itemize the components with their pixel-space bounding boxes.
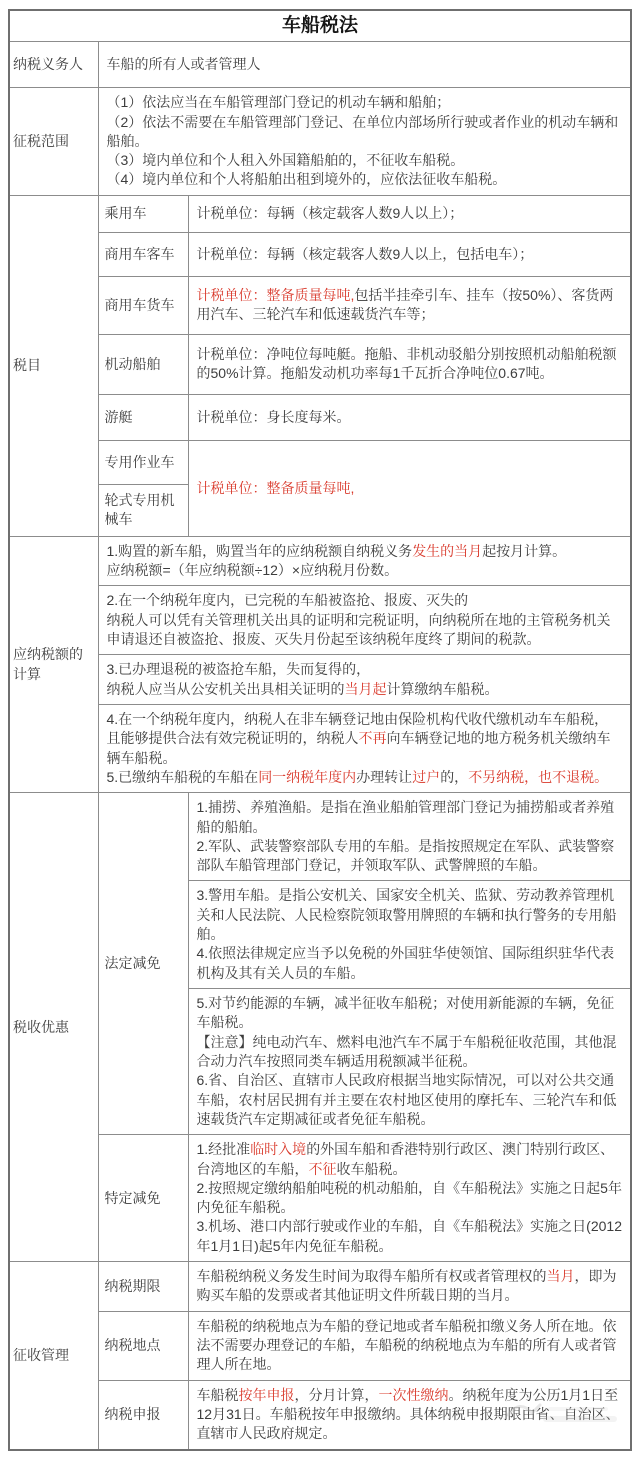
- paragraph: 纳税人可以凭有关管理机关出具的证明和完税证明，向纳税所在地的主管税务机关申请退还自被盗抢、报废、灭失月份起至该纳税年度终了期间的税款。: [106, 611, 611, 648]
- paragraph: （4）境内单位和个人将船舶出租到境外的，应依法征收车船税。: [106, 171, 507, 188]
- text-run: 纳税人应当从公安机关出具相关证明的: [106, 680, 345, 697]
- tax-item-text: [188, 394, 631, 440]
- tax-item-row: [9, 394, 631, 440]
- text-run: 车船税的纳税地点为车船的登记地或者车船税扣缴义务人所在地。依法不需要办理登记的车船，车船税的纳税地点为车船的所有人或者管理人所在地。: [196, 1317, 617, 1373]
- highlight-run: 不另纳税，也不退税。: [468, 768, 609, 785]
- highlight-run: 当月: [546, 1268, 575, 1285]
- title-row: [9, 10, 631, 42]
- text-run: 。纳税年度为公历1月1日至12月31日。车船税按年申报缴纳。具体纳税申报期限由省、自治区、直辖市人民政府规定。: [196, 1386, 620, 1442]
- scope-row: [9, 88, 631, 196]
- text-run: 4.在一个纳税年度内，纳税人在非车辆登记地由保险机构代收代缴机动车车船税，且能够提供合法有效完税证明的，纳税人: [106, 710, 609, 747]
- text-run: 向车辆登记地的地方税务机关缴纳车辆车船税。: [106, 730, 611, 766]
- highlight-run: 发生的当月: [412, 542, 483, 559]
- place-label: 纳税地点: [98, 1311, 188, 1380]
- paragraph: 3.机场、港口内部行驶或作业的车船，自《车船税法》实施之日(2012年1月1日)起5年内免征车船税。: [196, 1218, 622, 1254]
- highlight-run: 计税单位：整备质量每吨,: [196, 479, 355, 496]
- text-run: 1.经批准: [196, 1141, 251, 1158]
- deadline-content: [188, 1262, 631, 1312]
- text-run: 车船税纳税义务发生时间为取得车船所有权或者管理权的: [196, 1268, 547, 1285]
- tax-item-text: [188, 232, 631, 276]
- text-run: 办理转让: [356, 768, 413, 785]
- text-run: 收车船税。: [336, 1160, 407, 1177]
- tax-item-row: [9, 232, 631, 276]
- tax-item-row: [9, 334, 631, 394]
- text-run: 计税单位：身长度每米。: [196, 408, 351, 425]
- calc-block-4: [98, 704, 631, 792]
- place-content: [188, 1311, 631, 1380]
- tax-item-text: [188, 195, 631, 232]
- text-run: 车船税: [196, 1386, 239, 1403]
- highlight-run: 一次性缴纳: [378, 1386, 449, 1403]
- paragraph: 5.对节约能源的车辆，减半征收车船税；对使用新能源的车辆，免征车船税。: [196, 995, 615, 1031]
- text-run: 的，: [440, 768, 469, 785]
- text-run: 计税单位：每辆（核定载客人数9人以上）；: [196, 205, 464, 222]
- paragraph: 3.已办理退税的被盗抢车船，失而复得的，: [106, 661, 371, 678]
- admin-row: [9, 1262, 631, 1312]
- highlight-run: 按年申报: [238, 1386, 295, 1403]
- calc-block-2: [98, 586, 631, 655]
- paragraph: 1.捕捞、养殖渔船。是指在渔业船舶管理部门登记为捕捞船或者养殖船的船舶。: [196, 799, 615, 835]
- highlight-run: 计税单位：整备质量每吨,: [196, 286, 355, 303]
- text-run: 的外国车船和香港特别行政区、澳门特别行政区、台湾地区的车船，: [196, 1141, 615, 1177]
- tax-item-name: 商用车货车: [98, 276, 188, 334]
- page-title: 车船税法: [9, 10, 631, 42]
- highlight-run: 临时入境: [250, 1141, 307, 1158]
- highlight-run: 不再: [358, 730, 387, 747]
- admin-row: [9, 1380, 631, 1449]
- tax-item-name: 乘用车: [98, 195, 188, 232]
- paragraph: （1）依法应当在车船管理部门登记的机动车辆和船舶；: [106, 94, 451, 111]
- statutory-block-1: [188, 793, 631, 881]
- text-run: 计税单位：净吨位每吨艇。拖船、非机动驳船分别按照机动船舶税额的50%计算。拖船发动机功率每1千瓦折合净吨位0.67吨。: [196, 345, 617, 382]
- paragraph: [107, 768, 623, 787]
- highlight-run: 过户: [412, 768, 441, 785]
- tax-item-row: [9, 440, 631, 484]
- declare-content: [188, 1380, 631, 1449]
- text-run: 起按月计算。: [482, 542, 567, 559]
- tax-item-name: 机动船舶: [98, 334, 188, 394]
- preference-row: [9, 793, 631, 881]
- tax-item-text: [188, 276, 631, 334]
- tax-items-label: 税目: [9, 195, 98, 536]
- calc-row: [9, 655, 631, 705]
- paragraph: 4.依照法律规定应当予以免税的外国驻华使领馆、国际组织驻华代表机构及其有关人员的车船。: [196, 945, 615, 981]
- paragraph: 3.警用车船。是指公安机关、国家安全机关、监狱、劳动教养管理机关和人民法院、人民检察院领取警用牌照的车辆和执行警务的专用船舶。: [196, 887, 617, 943]
- paragraph: 2.按照规定缴纳船舶吨税的机动船舶，自《车船税法》实施之日起5年内免征车船税。: [196, 1179, 622, 1216]
- tax-item-text: [188, 334, 631, 394]
- calc-block-1: [98, 536, 631, 586]
- preference-label: 税收优惠: [9, 793, 98, 1262]
- text-run: 5.已缴纳车船税的车船在: [106, 768, 259, 785]
- highlight-run: 不征: [308, 1160, 337, 1177]
- taxpayer-label: 纳税义务人: [9, 42, 98, 88]
- preference-row: [9, 1135, 631, 1262]
- paragraph: 应纳税额=（年应纳税额÷12）×应纳税月份数。: [106, 562, 399, 579]
- text-run: 1.购置的新车船，购置当年的应纳税额自纳税义务: [106, 542, 413, 559]
- calc-row: [9, 704, 631, 792]
- specific-content: [188, 1135, 631, 1262]
- calc-label: 应纳税额的计算: [9, 536, 98, 792]
- text-run: ，即为购买车船的发票或者其他证明文件所载日期的当月。: [196, 1268, 617, 1304]
- admin-row: [9, 1311, 631, 1380]
- paragraph: [107, 680, 623, 699]
- declare-label: 纳税申报: [98, 1380, 188, 1449]
- tax-item-name: 商用车客车: [98, 232, 188, 276]
- paragraph: 2.军队、武装警察部队专用的车船。是指按照规定在军队、武装警察部队车船管理部门登记，并领取军队、武警牌照的车船。: [196, 837, 615, 874]
- highlight-run: 同一纳税年度内: [258, 768, 357, 785]
- tax-item-text-merged: [188, 440, 631, 536]
- tax-item-name: 专用作业车: [98, 440, 188, 484]
- scope-label: 征税范围: [9, 88, 98, 196]
- calc-row: [9, 586, 631, 655]
- tax-law-table: [8, 9, 632, 1451]
- text-run: 包括半挂牵引车、挂车（按50%）、客货两用汽车、三轮汽车和低速载货汽车等；: [196, 286, 614, 323]
- paragraph: 6.省、自治区、直辖市人民政府根据当地实际情况，可以对公共交通车船，农村居民拥有并主要在农村地区使用的摩托车、三轮汽车和低速载货汽车定期减征或者免征车船税。: [196, 1072, 617, 1127]
- paragraph: （3）境内单位和个人租入外国籍船舶的，不征收车船税。: [106, 152, 465, 169]
- tax-item-row: [9, 195, 631, 232]
- paragraph: 【注意】纯电动汽车、燃料电池汽车不属于车船税征收范围，其他混合动力汽车按照同类车辆适用税额减半征税。: [196, 1033, 617, 1069]
- paragraph: （2）依法不需要在车船管理部门登记、在单位内部场所行驶或者作业的机动车辆和船舶。: [106, 113, 619, 149]
- paragraph: [197, 1140, 623, 1179]
- text-run: ，分月计算，: [294, 1386, 379, 1403]
- taxpayer-content: 车船的所有人或者管理人: [98, 42, 631, 88]
- highlight-run: 当月起: [344, 680, 387, 697]
- taxpayer-row: [9, 42, 631, 88]
- deadline-label: 纳税期限: [98, 1262, 188, 1312]
- statutory-block-2: [188, 881, 631, 989]
- tax-item-row: [9, 276, 631, 334]
- paragraph: 2.在一个纳税年度内，已完税的车船被盗抢、报废、灭失的: [106, 592, 469, 609]
- calc-block-3: [98, 655, 631, 705]
- text-run: 计税单位：每辆（核定载客人数9人以上，包括电车）；: [196, 245, 534, 262]
- statutory-block-3: [188, 989, 631, 1135]
- paragraph: [107, 710, 623, 768]
- statutory-label: 法定减免: [98, 793, 188, 1135]
- specific-label: 特定减免: [98, 1135, 188, 1262]
- tax-item-name: 游艇: [98, 394, 188, 440]
- tax-item-name: 轮式专用机械车: [98, 484, 188, 536]
- calc-row: [9, 536, 631, 586]
- text-run: 计算缴纳车船税。: [386, 680, 499, 697]
- admin-label: 征收管理: [9, 1262, 98, 1450]
- scope-content: [98, 88, 631, 196]
- paragraph: [107, 542, 623, 561]
